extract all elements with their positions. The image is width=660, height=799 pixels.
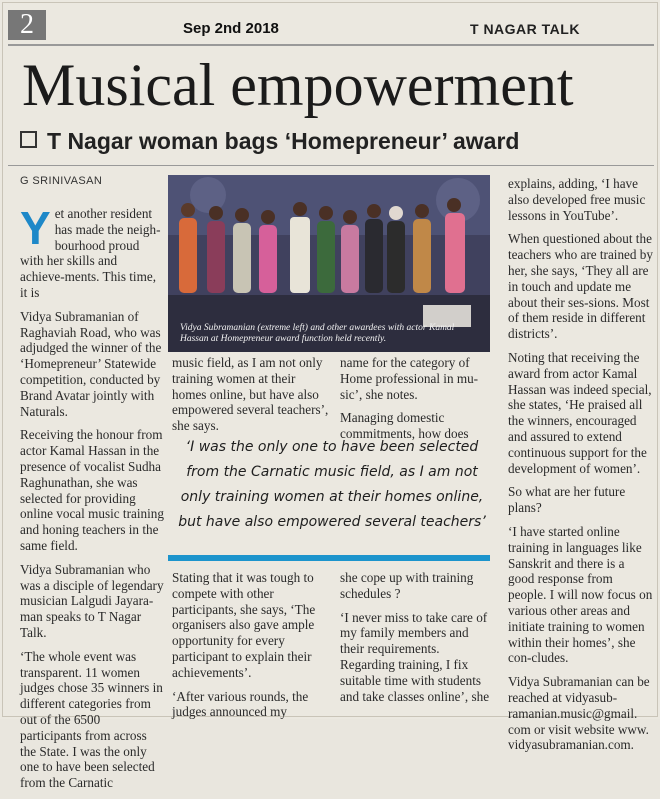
paragraph: name for the category of Home professional in mu-sic’, she notes. <box>340 355 479 402</box>
article-column-3-bottom <box>340 570 492 712</box>
paragraph: explains, adding, ‘I have also developed free music lessons in YouTube’. <box>508 176 646 223</box>
paragraph: music field, as I am not only training women at their homes online, but have also empowered several teachers’, she says. <box>172 355 329 434</box>
section-title: T NAGAR TALK <box>470 21 580 37</box>
paragraph: Vidya Subramanian can be reached at vidyasub-ramanian.music@gmail. com or visit website www. vidyasubramanian.com. <box>508 674 650 753</box>
issue-date: Sep 2nd 2018 <box>183 20 279 37</box>
paragraph: Receiving the honour from actor Kamal Hassan in the presence of vocalist Sudha Raghunathan, she was selected for providing online vocal music training and honing teachers in the same field. <box>20 427 164 553</box>
paragraph: When questioned about the teachers who are trained by her, she says, ‘They all are in touch and update me about their ses-sions. Most of them reside in different districts’. <box>508 231 653 342</box>
paragraph: ‘I have started online training in languages like Sanskrit and there is a good response from people. I will now focus on various other areas and initiate training to women within their homes’, she con-cludes. <box>508 523 653 666</box>
header-divider <box>8 44 654 46</box>
paragraph: Vidya Subramanian of Raghaviah Road, who was adjudged the winner of the ‘Homepreneur’ Statewide competition, conducted by Brand Avatar jointly with Naturals. <box>20 308 162 419</box>
subheadline-text: T Nagar woman bags ‘Homepreneur’ award <box>47 128 520 154</box>
subhead-divider <box>8 165 654 166</box>
pull-quote: ‘I was the only one to have been selected from the Carnatic music field, as I am not only training women at their homes online, but have also empowered several teachers’ <box>178 439 486 530</box>
paragraph: Noting that receiving the award from actor Kamal Hassan was indeed special, she states, ‘He praised all the winners, encouraged and assured to extend continuous support for the development of women’. <box>508 349 652 476</box>
drop-cap: Y <box>20 202 51 254</box>
paragraph: Vidya Subramanian who was a disciple of legendary musician Lalgudi Jayara-man speaks to T Nagar Talk. <box>20 561 164 640</box>
photo-caption: Vidya Subramanian (extreme left) and other awardees with actor Kamal Hassan at Homepreneur award function held recently. <box>180 323 455 344</box>
paragraph: So what are her future plans? <box>508 484 626 516</box>
checkbox-bullet-icon <box>20 131 37 148</box>
page-number: 2 <box>8 10 46 40</box>
paragraph: she cope up with training schedules ? <box>340 570 474 601</box>
article-column-2-top <box>172 355 330 442</box>
paragraph: Managing domestic commitments, how does <box>340 410 469 442</box>
subheadline <box>20 128 655 155</box>
pull-quote-underline <box>168 555 490 561</box>
article-column-2-bottom <box>172 570 332 728</box>
article-column-1 <box>20 202 165 799</box>
byline: G SRINIVASAN <box>20 175 103 187</box>
paragraph: ‘The whole event was transparent. 11 women judges chose 35 winners in different categories from out of the 6500 participants from across the State. I was the only one to have been selected from the Carnatic <box>20 648 163 791</box>
paragraph: Stating that it was tough to compete with other participants, she says, ‘The organisers also gave ample opportunity for every participant to explain their achievements’. <box>172 570 316 680</box>
headline: Musical empowerment <box>22 52 574 118</box>
paragraph: Yet another resident has made the neigh-bourhood proud with her skills and achieve-ments. This time, it is <box>20 202 161 300</box>
article-column-4 <box>508 176 654 761</box>
paragraph: ‘After various rounds, the judges announced my <box>172 688 309 720</box>
paragraph: ‘I never miss to take care of my family members and their requirements. Regarding training, I fix suitable time with students and take classes online’, she <box>340 609 490 704</box>
